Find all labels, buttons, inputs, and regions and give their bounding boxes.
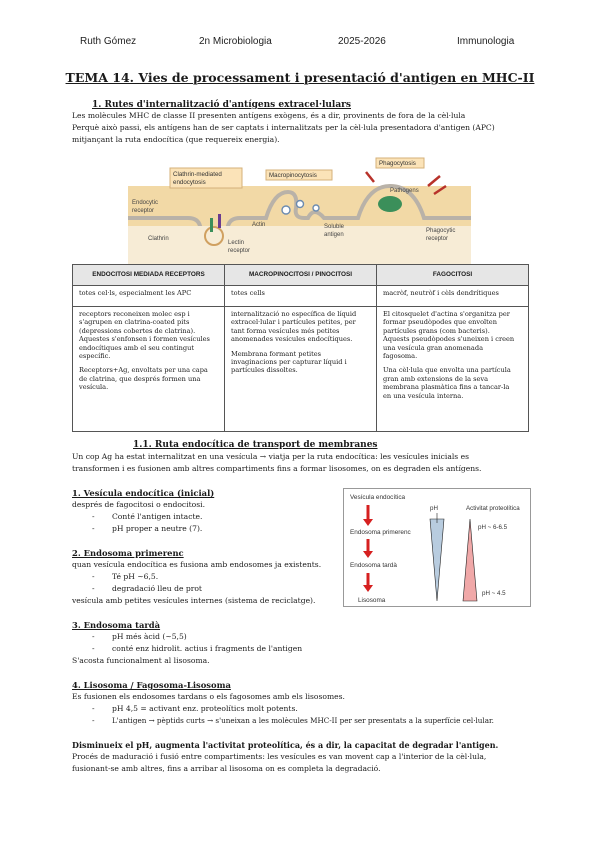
conclusion-bold: Disminueix el pH, augmenta l'activitat proteolítica, és a dir, la capacitat de degradar l'antigen. — [72, 740, 499, 750]
step-2-intro: quan vesícula endocítica es fusiona amb endosomes ja existents. — [72, 560, 322, 569]
pathogen-shape — [378, 196, 402, 212]
fig2-ph-bottom: pH ~ 4.5 — [482, 590, 506, 597]
label-phagocytosis: Phagocytosis — [379, 160, 416, 167]
label-lectin: Lectin — [228, 240, 245, 246]
fig2-label-lysosome: Lisosoma — [358, 597, 386, 604]
soluble-antigen-dot — [313, 205, 319, 211]
section-1-heading: 1. Rutes d'internalització d'antígens extracel·lulars — [92, 100, 351, 110]
conclusion-line: Procés de maduració i fusió entre compartiments: les vesícules es van movent cap a l'interior de la cèl·lula, — [72, 752, 487, 761]
table-row — [73, 286, 529, 307]
table-header-row — [73, 265, 529, 286]
label-actin: Actin — [252, 222, 266, 228]
section-1-1-heading: 1.1. Ruta endocítica de transport de membranes — [133, 440, 378, 450]
table-row — [73, 307, 529, 432]
label-endocytosis: endocytosis — [173, 179, 206, 186]
table-header: MACROPINOCITOSI / PINOCITOSI — [225, 265, 377, 286]
course-name: 2n Microbiologia — [199, 36, 272, 47]
label-clathrin: Clathrin — [148, 236, 169, 242]
label-endocytic: Endocytic — [132, 200, 159, 206]
arrow-head — [363, 519, 373, 526]
fig2-label-vesicle: Vesícula endocítica — [350, 494, 406, 501]
internalization-table — [72, 264, 529, 432]
label-antigen: antigen — [324, 232, 344, 238]
table-header: FAGOCITOSI — [377, 265, 529, 286]
ph-wedge — [430, 519, 444, 601]
table-header: ENDOCITOSI MEDIADA RECEPTORS — [73, 265, 225, 286]
label-endocytic-receptor: receptor — [132, 208, 155, 214]
fig2-activity-label: Activitat proteolítica — [466, 505, 520, 512]
internalization-routes-figure — [128, 156, 471, 264]
label-soluble: Soluble — [324, 224, 345, 230]
section-1-line: mitjançant la ruta endocítica (que requereix energia). — [72, 135, 280, 144]
step-2-title: 2. Endosoma primerenc — [72, 548, 184, 558]
page-title: TEMA 14. Vies de processament i presentació d'antigen en MHC-II — [65, 70, 535, 85]
label-phagocytic-receptor: receptor — [426, 236, 449, 242]
section-1-1-line: Un cop Ag ha estat internalitzat en una vesícula → viatja per la ruta endocítica: les vesícules inicials es — [72, 452, 469, 461]
cell-cytoplasm — [128, 226, 471, 264]
step-2-outro: vesícula amb petites vesícules internes (sistema de reciclatge). — [72, 596, 316, 605]
proteolysis-wedge — [463, 519, 477, 601]
label-pathogens: Pathogens — [390, 188, 419, 194]
ph-gradient-figure — [343, 488, 531, 607]
fig2-ph-top: pH ~ 6-6.5 — [478, 524, 508, 531]
page-header — [0, 36, 600, 52]
fig2-ph-label: pH — [430, 505, 438, 512]
academic-year: 2025-2026 — [338, 36, 386, 47]
macropinosome-vesicle — [282, 206, 290, 214]
step-3-outro: S'acosta funcionalment al lisosoma. — [72, 656, 210, 665]
lectin-receptor-shape — [218, 214, 221, 228]
table-cell: El citosquelet d'actina s'organitza per formar pseudòpodes que envolten partícules grans (com bacteris). Aquests pseudòpodes s'uneixen i creen una vesícula gran anomenada fagosoma. Una cèl·lula que envolta una partícula gran amb extensions de la seva membrana plasmàtica fins a tancar-la en una vesícula interna. — [377, 307, 529, 432]
step-3-title: 3. Endosoma tardà — [72, 620, 161, 630]
macropinosome-vesicle — [297, 201, 304, 208]
arrow-head — [363, 551, 373, 558]
document-page: Ruth Gómez 2n Microbiologia 2025-2026 Immunologia TEMA 14. Vies de processament i presentació d'antigen en MHC-II 1. Rutes d'internalització d'antígens extracel·lulars Les molècules MHC de classe II presenten antígens exògens, és a dir, provinents de fora de la cèl·lula Perquè això passi, els antígens han de ser captats i internalitzats per la cèl·lula presentadora d'antigen (APC) mitjançant la ruta endocítica (que requereix energia). Clathrin-mediated endocytosis Macropinocytosis Phagocytosis Endocytic receptor Clathrin Actin Lectin receptor Soluble antigen Pathogens Phagocytic receptor ENDOCITOSI MEDIADA RECEPTORS MACROPINOCITOSI / PINOCITOSI FAGOCITOSI totes cel·ls, especialment les APC totes cells macròf, neutròf i cèls dendrítiques receptors reconeixen molec esp i s'agrupen en clatrina-coated pits (depressions cobertes de clatrina). Aquestes s'enfonsen i formen vesícules endocítiques amb el seu contingut específic. Receptors+Ag, envoltats per una capa de clatrina, que després formen una vesícula. internalització no específica de líquid extracel·lular i partícules petites, per tant forma vesícules més petites anomenades vesícules endocítiques. Membrana formant petites invaginacions per capturar líquid i partícules dissoltes. El citosquelet d'actina s'organitza per formar pseudòpodes que envolten partícules grans (com bacteris). Aquests pseudòpodes s'uneixen i creen una vesícula gran anomenada fagosoma. Una cèl·lula que envolta una partícula gran amb extensions de la seva membrana plasmàtica fins a tancar-la en una vesícula interna. 1.1. Ruta endocítica de transport de membranes Un cop Ag ha estat internalitzat en una vesícula → viatja per la ruta endocítica: les vesícules inicials es transformen i es fusionen amb altres compartiments fins a formar lisosomes, on es degraden els antígens. 1. Vesícula endocítica (inicial) després de fagocitosi o endocitosi. - Conté l'antigen intacte. - pH proper a neutre (7). 2. Endosoma primerenc quan vesícula endocítica es fusiona amb endosomes ja existents. - Té pH ~6,5. - degradació lleu de prot vesícula amb petites vesícules internes (sistema de reciclatge). 3. Endosoma tardà - pH més àcid (~5,5) - conté enz hidrolit. actius i fragments de l'antigen S'acosta funcionalment al lisosoma. 4. Lisosoma / Fagosoma-Lisosoma Es fusionen els endosomes tardans o els fagosomes amb els lisosomes. - pH 4,5 = activant enz. proteolítics molt potents. - L'antigen → pèptids curts → s'uneixan a les molècules MHC-II per ser presentats a la superfície cel·lular. Disminueix el pH, augmenta l'activitat proteolítica, és a dir, la capacitat de degradar l'antigen. Procés de maduració i fusió entre compartiments: les vesícules es van movent cap a l'interior de la cèl·lula, fusionant-se amb altres, fins a arribar al lisosoma on es completa la degradació. Vesícula endocítica Endosoma primerenc Endosoma tardà Lisosoma pH Activitat proteolítica pH ~ 6-6.5 pH ~ 4.5 — [0, 0, 600, 848]
conclusion-line: fusionant-se amb altres, fins a arribar al lisosoma on es completa la degradació. — [72, 764, 381, 773]
label-lectin-receptor: receptor — [228, 248, 251, 254]
table-cell: internalització no específica de líquid extracel·lular i partícules petites, per tant forma vesícules més petites anomenades vesícules endocítiques. Membrana formant petites invaginacions per capturar líquid i partícules dissoltes. — [225, 307, 377, 432]
label-phagocytic: Phagocytic — [426, 228, 456, 234]
table-cell: macròf, neutròf i cèls dendrítiques — [377, 286, 529, 307]
step-1-intro: després de fagocitosi o endocitosi. — [72, 500, 205, 509]
table-cell: receptors reconeixen molec esp i s'agrupen en clatrina-coated pits (depressions cobertes de clatrina). Aquestes s'enfonsen i formen vesícules endocítiques amb el seu contingut específic. Receptors+Ag, envoltats per una capa de clatrina, que després formen una vesícula. — [73, 307, 225, 432]
step-4-intro: Es fusionen els endosomes tardans o els fagosomes amb els lisosomes. — [72, 692, 345, 701]
fig2-label-late: Endosoma tardà — [350, 562, 397, 569]
section-1-line: Les molècules MHC de classe II presenten antígens exògens, és a dir, provinents de fora de la cèl·lula — [72, 111, 466, 120]
step-4-title: 4. Lisosoma / Fagosoma-Lisosoma — [72, 680, 231, 690]
subject-name: Immunologia — [457, 36, 515, 47]
table-cell: totes cells — [225, 286, 377, 307]
endocytic-receptor-shape — [210, 218, 213, 232]
arrow-head — [363, 585, 373, 592]
table-cell: totes cel·ls, especialment les APC — [73, 286, 225, 307]
label-clathrin-mediated: Clathrin-mediated — [173, 171, 222, 178]
section-1-line: Perquè això passi, els antígens han de ser captats i internalitzats per la cèl·lula presentadora d'antigen (APC) — [72, 123, 495, 132]
label-macropinocytosis: Macropinocytosis — [269, 172, 317, 179]
author-name: Ruth Gómez — [80, 36, 137, 47]
fig2-label-early: Endosoma primerenc — [350, 529, 411, 536]
step-1-title: 1. Vesícula endocítica (inicial) — [72, 488, 215, 498]
section-1-1-line: transformen i es fusionen amb altres compartiments fins a formar lisosomes, on es degraden els antígens. — [72, 464, 482, 473]
